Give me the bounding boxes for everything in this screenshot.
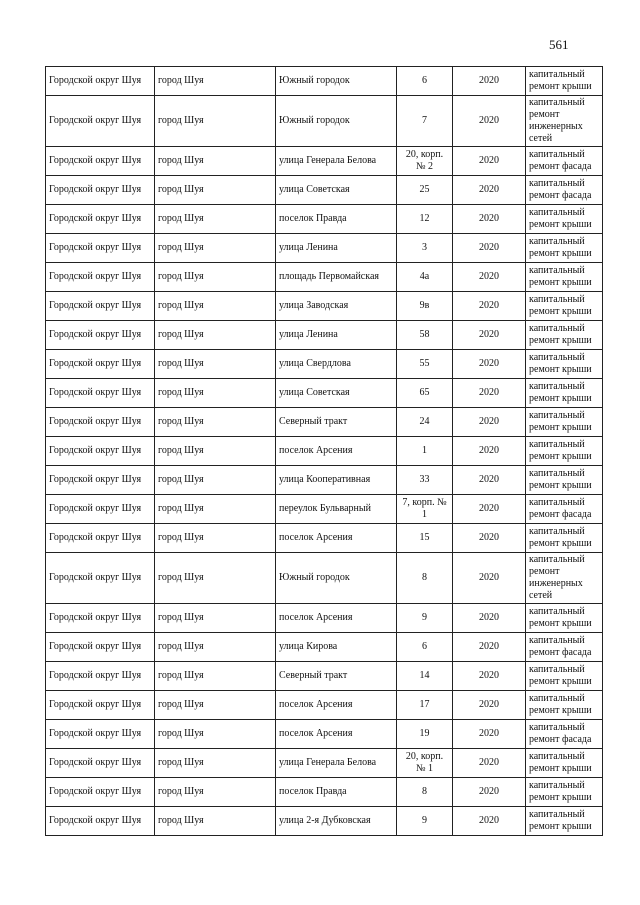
street-cell: улица Заводская [276, 292, 397, 321]
table-row [46, 96, 603, 147]
street-cell: поселок Арсения [276, 604, 397, 633]
work-type-cell: капитальный ремонт крыши [526, 437, 603, 466]
street-cell: Южный городок [276, 96, 397, 147]
municipality-cell: Городской округ Шуя [46, 604, 155, 633]
work-type-cell: капитальный ремонт крыши [526, 234, 603, 263]
house-number-cell: 20, корп. № 2 [397, 147, 453, 176]
house-number-cell: 1 [397, 437, 453, 466]
city-cell: город Шуя [155, 67, 276, 96]
street-cell: поселок Правда [276, 205, 397, 234]
work-type-cell: капитальный ремонт фасада [526, 176, 603, 205]
street-cell: улица Генерала Белова [276, 749, 397, 778]
work-type-cell: капитальный ремонт крыши [526, 662, 603, 691]
year-cell: 2020 [453, 495, 526, 524]
street-cell: поселок Арсения [276, 720, 397, 749]
municipality-cell: Городской округ Шуя [46, 466, 155, 495]
street-cell: улица Ленина [276, 321, 397, 350]
city-cell: город Шуя [155, 263, 276, 292]
table-row [46, 662, 603, 691]
house-number-cell: 6 [397, 633, 453, 662]
table-row [46, 633, 603, 662]
street-cell: площадь Первомайская [276, 263, 397, 292]
municipality-cell: Городской округ Шуя [46, 176, 155, 205]
year-cell: 2020 [453, 205, 526, 234]
municipality-cell: Городской округ Шуя [46, 524, 155, 553]
table-row [46, 408, 603, 437]
city-cell: город Шуя [155, 749, 276, 778]
year-cell: 2020 [453, 321, 526, 350]
street-cell: улица Советская [276, 379, 397, 408]
work-type-cell: капитальный ремонт фасада [526, 720, 603, 749]
city-cell: город Шуя [155, 176, 276, 205]
house-number-cell: 9в [397, 292, 453, 321]
work-type-cell: капитальный ремонт крыши [526, 379, 603, 408]
city-cell: город Шуя [155, 691, 276, 720]
street-cell: поселок Арсения [276, 691, 397, 720]
house-number-cell: 58 [397, 321, 453, 350]
house-number-cell: 20, корп. № 1 [397, 749, 453, 778]
work-type-cell: капитальный ремонт крыши [526, 408, 603, 437]
table-row [46, 553, 603, 604]
year-cell: 2020 [453, 292, 526, 321]
municipality-cell: Городской округ Шуя [46, 379, 155, 408]
house-number-cell: 15 [397, 524, 453, 553]
street-cell: поселок Арсения [276, 524, 397, 553]
street-cell: Южный городок [276, 553, 397, 604]
municipality-cell: Городской округ Шуя [46, 662, 155, 691]
work-type-cell: капитальный ремонт крыши [526, 807, 603, 836]
table-row [46, 292, 603, 321]
house-number-cell: 14 [397, 662, 453, 691]
city-cell: город Шуя [155, 807, 276, 836]
municipality-cell: Городской округ Шуя [46, 807, 155, 836]
street-cell: Северный тракт [276, 662, 397, 691]
year-cell: 2020 [453, 176, 526, 205]
house-number-cell: 17 [397, 691, 453, 720]
repair-registry-table [45, 66, 603, 836]
house-number-cell: 7, корп. № 1 [397, 495, 453, 524]
street-cell: улица Советская [276, 176, 397, 205]
work-type-cell: капитальный ремонт крыши [526, 205, 603, 234]
municipality-cell: Городской округ Шуя [46, 437, 155, 466]
year-cell: 2020 [453, 604, 526, 633]
house-number-cell: 55 [397, 350, 453, 379]
house-number-cell: 19 [397, 720, 453, 749]
city-cell: город Шуя [155, 437, 276, 466]
work-type-cell: капитальный ремонт крыши [526, 466, 603, 495]
house-number-cell: 33 [397, 466, 453, 495]
street-cell: улица 2-я Дубковская [276, 807, 397, 836]
street-cell: Южный городок [276, 67, 397, 96]
municipality-cell: Городской округ Шуя [46, 408, 155, 437]
street-cell: улица Ленина [276, 234, 397, 263]
year-cell: 2020 [453, 662, 526, 691]
table-row [46, 749, 603, 778]
house-number-cell: 3 [397, 234, 453, 263]
street-cell: улица Свердлова [276, 350, 397, 379]
house-number-cell: 25 [397, 176, 453, 205]
work-type-cell: капитальный ремонт крыши [526, 263, 603, 292]
city-cell: город Шуя [155, 495, 276, 524]
year-cell: 2020 [453, 778, 526, 807]
table-row [46, 263, 603, 292]
work-type-cell: капитальный ремонт крыши [526, 691, 603, 720]
municipality-cell: Городской округ Шуя [46, 67, 155, 96]
table-row [46, 691, 603, 720]
work-type-cell: капитальный ремонт крыши [526, 778, 603, 807]
year-cell: 2020 [453, 437, 526, 466]
table-row [46, 720, 603, 749]
city-cell: город Шуя [155, 234, 276, 263]
city-cell: город Шуя [155, 321, 276, 350]
street-cell: улица Кирова [276, 633, 397, 662]
street-cell: улица Кооперативная [276, 466, 397, 495]
work-type-cell: капитальный ремонт крыши [526, 749, 603, 778]
year-cell: 2020 [453, 720, 526, 749]
year-cell: 2020 [453, 749, 526, 778]
municipality-cell: Городской округ Шуя [46, 263, 155, 292]
city-cell: город Шуя [155, 350, 276, 379]
street-cell: Северный тракт [276, 408, 397, 437]
year-cell: 2020 [453, 96, 526, 147]
table-row [46, 379, 603, 408]
city-cell: город Шуя [155, 292, 276, 321]
year-cell: 2020 [453, 147, 526, 176]
table-row [46, 466, 603, 495]
municipality-cell: Городской округ Шуя [46, 633, 155, 662]
work-type-cell: капитальный ремонт крыши [526, 350, 603, 379]
table-row [46, 524, 603, 553]
year-cell: 2020 [453, 466, 526, 495]
work-type-cell: капитальный ремонт крыши [526, 67, 603, 96]
city-cell: город Шуя [155, 553, 276, 604]
municipality-cell: Городской округ Шуя [46, 749, 155, 778]
house-number-cell: 8 [397, 553, 453, 604]
municipality-cell: Городской округ Шуя [46, 691, 155, 720]
house-number-cell: 9 [397, 604, 453, 633]
year-cell: 2020 [453, 524, 526, 553]
table-row [46, 495, 603, 524]
table-row [46, 205, 603, 234]
street-cell: поселок Правда [276, 778, 397, 807]
year-cell: 2020 [453, 691, 526, 720]
municipality-cell: Городской округ Шуя [46, 147, 155, 176]
municipality-cell: Городской округ Шуя [46, 495, 155, 524]
year-cell: 2020 [453, 379, 526, 408]
table-row [46, 350, 603, 379]
house-number-cell: 65 [397, 379, 453, 408]
year-cell: 2020 [453, 553, 526, 604]
street-cell: поселок Арсения [276, 437, 397, 466]
year-cell: 2020 [453, 67, 526, 96]
city-cell: город Шуя [155, 604, 276, 633]
municipality-cell: Городской округ Шуя [46, 205, 155, 234]
city-cell: город Шуя [155, 633, 276, 662]
page-number: 561 [549, 37, 569, 52]
municipality-cell: Городской округ Шуя [46, 234, 155, 263]
city-cell: город Шуя [155, 720, 276, 749]
city-cell: город Шуя [155, 662, 276, 691]
table-row [46, 437, 603, 466]
city-cell: город Шуя [155, 147, 276, 176]
table-body [46, 67, 603, 836]
table-row [46, 321, 603, 350]
table-row [46, 147, 603, 176]
house-number-cell: 6 [397, 67, 453, 96]
table-row [46, 778, 603, 807]
municipality-cell: Городской округ Шуя [46, 778, 155, 807]
city-cell: город Шуя [155, 524, 276, 553]
municipality-cell: Городской округ Шуя [46, 350, 155, 379]
work-type-cell: капитальный ремонт фасада [526, 147, 603, 176]
year-cell: 2020 [453, 633, 526, 662]
work-type-cell: капитальный ремонт крыши [526, 292, 603, 321]
city-cell: город Шуя [155, 96, 276, 147]
work-type-cell: капитальный ремонт крыши [526, 321, 603, 350]
table-row [46, 234, 603, 263]
city-cell: город Шуя [155, 408, 276, 437]
municipality-cell: Городской округ Шуя [46, 553, 155, 604]
city-cell: город Шуя [155, 205, 276, 234]
house-number-cell: 8 [397, 778, 453, 807]
city-cell: город Шуя [155, 466, 276, 495]
city-cell: город Шуя [155, 778, 276, 807]
work-type-cell: капитальный ремонт фасада [526, 633, 603, 662]
table-row [46, 67, 603, 96]
house-number-cell: 7 [397, 96, 453, 147]
house-number-cell: 24 [397, 408, 453, 437]
work-type-cell: капитальный ремонт крыши [526, 604, 603, 633]
municipality-cell: Городской округ Шуя [46, 720, 155, 749]
work-type-cell: капитальный ремонт крыши [526, 524, 603, 553]
work-type-cell: капитальный ремонт фасада [526, 495, 603, 524]
table-row [46, 807, 603, 836]
house-number-cell: 12 [397, 205, 453, 234]
house-number-cell: 4а [397, 263, 453, 292]
work-type-cell: капитальный ремонт инженерных сетей [526, 553, 603, 604]
year-cell: 2020 [453, 408, 526, 437]
table-row [46, 604, 603, 633]
year-cell: 2020 [453, 234, 526, 263]
table-row [46, 176, 603, 205]
street-cell: улица Генерала Белова [276, 147, 397, 176]
house-number-cell: 9 [397, 807, 453, 836]
municipality-cell: Городской округ Шуя [46, 96, 155, 147]
street-cell: переулок Бульварный [276, 495, 397, 524]
municipality-cell: Городской округ Шуя [46, 321, 155, 350]
year-cell: 2020 [453, 807, 526, 836]
city-cell: город Шуя [155, 379, 276, 408]
year-cell: 2020 [453, 263, 526, 292]
municipality-cell: Городской округ Шуя [46, 292, 155, 321]
year-cell: 2020 [453, 350, 526, 379]
work-type-cell: капитальный ремонт инженерных сетей [526, 96, 603, 147]
